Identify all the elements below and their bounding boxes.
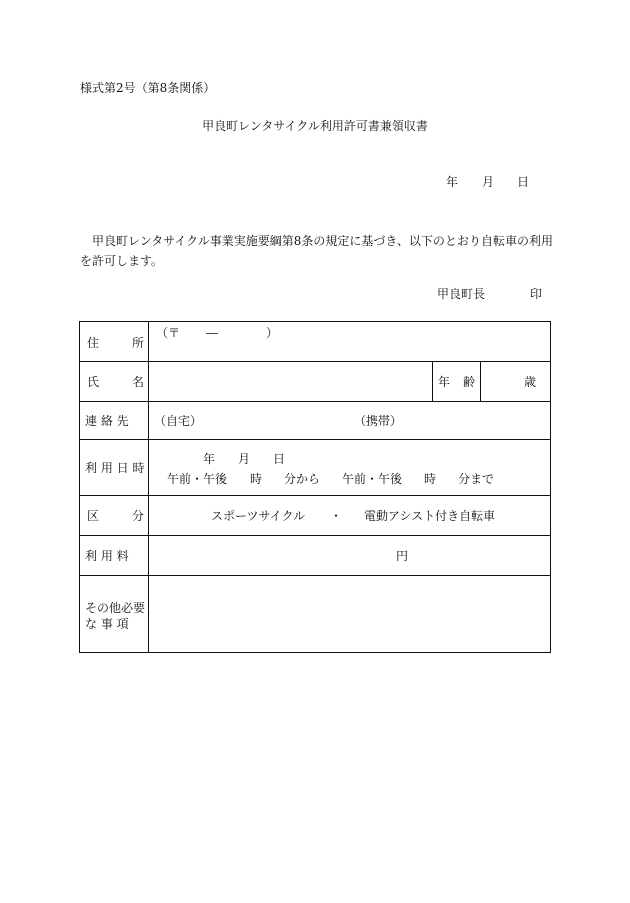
category-option-electric: 電動アシスト付き自転車 [364,509,496,523]
usage-datetime-row [80,440,550,496]
name-label-2: 名 [132,375,145,389]
other-label-line1: その他必要 [85,601,146,615]
fee-unit: 円 [396,549,409,563]
contact-home: （自宅） [154,414,203,428]
age-value-divider [480,362,481,401]
fee-row [80,536,550,576]
category-label-2: 分 [132,509,145,523]
document-title: 甲良町レンタサイクル利用許可書兼領収書 [202,119,428,133]
contact-label: 連 絡 先 [85,414,129,428]
name-row [80,362,550,402]
category-separator: ・ [330,509,343,523]
age-unit: 歳 [524,375,537,389]
address-row [80,322,550,362]
postal-close: ） [266,326,279,340]
body-text: 甲良町レンタサイクル事業実施要綱第8条の規定に基づき、以下のとおり自転車の利用を許可します。 [80,234,553,268]
from-min: 分から [284,472,321,486]
fee-label: 利 用 料 [85,549,129,563]
date-month: 月 [482,175,495,189]
from-hour: 時 [250,472,263,486]
postal-open: （〒 [156,326,181,340]
to-ampm: 午前・午後 [342,472,403,486]
other-label-line2: な 事 項 [85,617,129,631]
category-label-1: 区 [87,509,100,523]
name-label-cell [80,362,149,401]
seal-mark: 印 [530,287,543,301]
usage-datetime-label: 利 用 日 時 [85,461,145,475]
category-label-cell [80,496,149,535]
usage-day: 日 [273,452,286,466]
usage-month: 月 [238,452,251,466]
category-option-sports: スポーツサイクル [211,509,306,523]
age-divider [432,362,433,401]
date-year: 年 [446,175,459,189]
address-label-1: 住 [87,336,100,350]
other-label-cell [80,576,149,652]
date-day: 日 [517,175,530,189]
address-label-cell [80,322,149,361]
category-row [80,496,550,536]
to-min: 分まで [458,472,495,486]
from-ampm: 午前・午後 [167,472,228,486]
contact-row [80,402,550,440]
form-number: 様式第2号（第8条関係） [80,81,216,95]
usage-year: 年 [203,452,216,466]
name-label-1: 氏 [87,375,100,389]
other-row [80,576,550,652]
to-hour: 時 [424,472,437,486]
contact-label-cell [80,402,149,439]
postal-dash: ― [206,326,218,340]
application-table [79,321,551,653]
issuer-mayor: 甲良町長 [437,287,486,301]
age-label-2: 齢 [463,375,476,389]
usage-datetime-label-cell [80,440,149,495]
fee-label-cell [80,536,149,575]
age-label-1: 年 [438,375,451,389]
address-label-2: 所 [132,336,145,350]
contact-mobile: （携帯） [354,414,403,428]
